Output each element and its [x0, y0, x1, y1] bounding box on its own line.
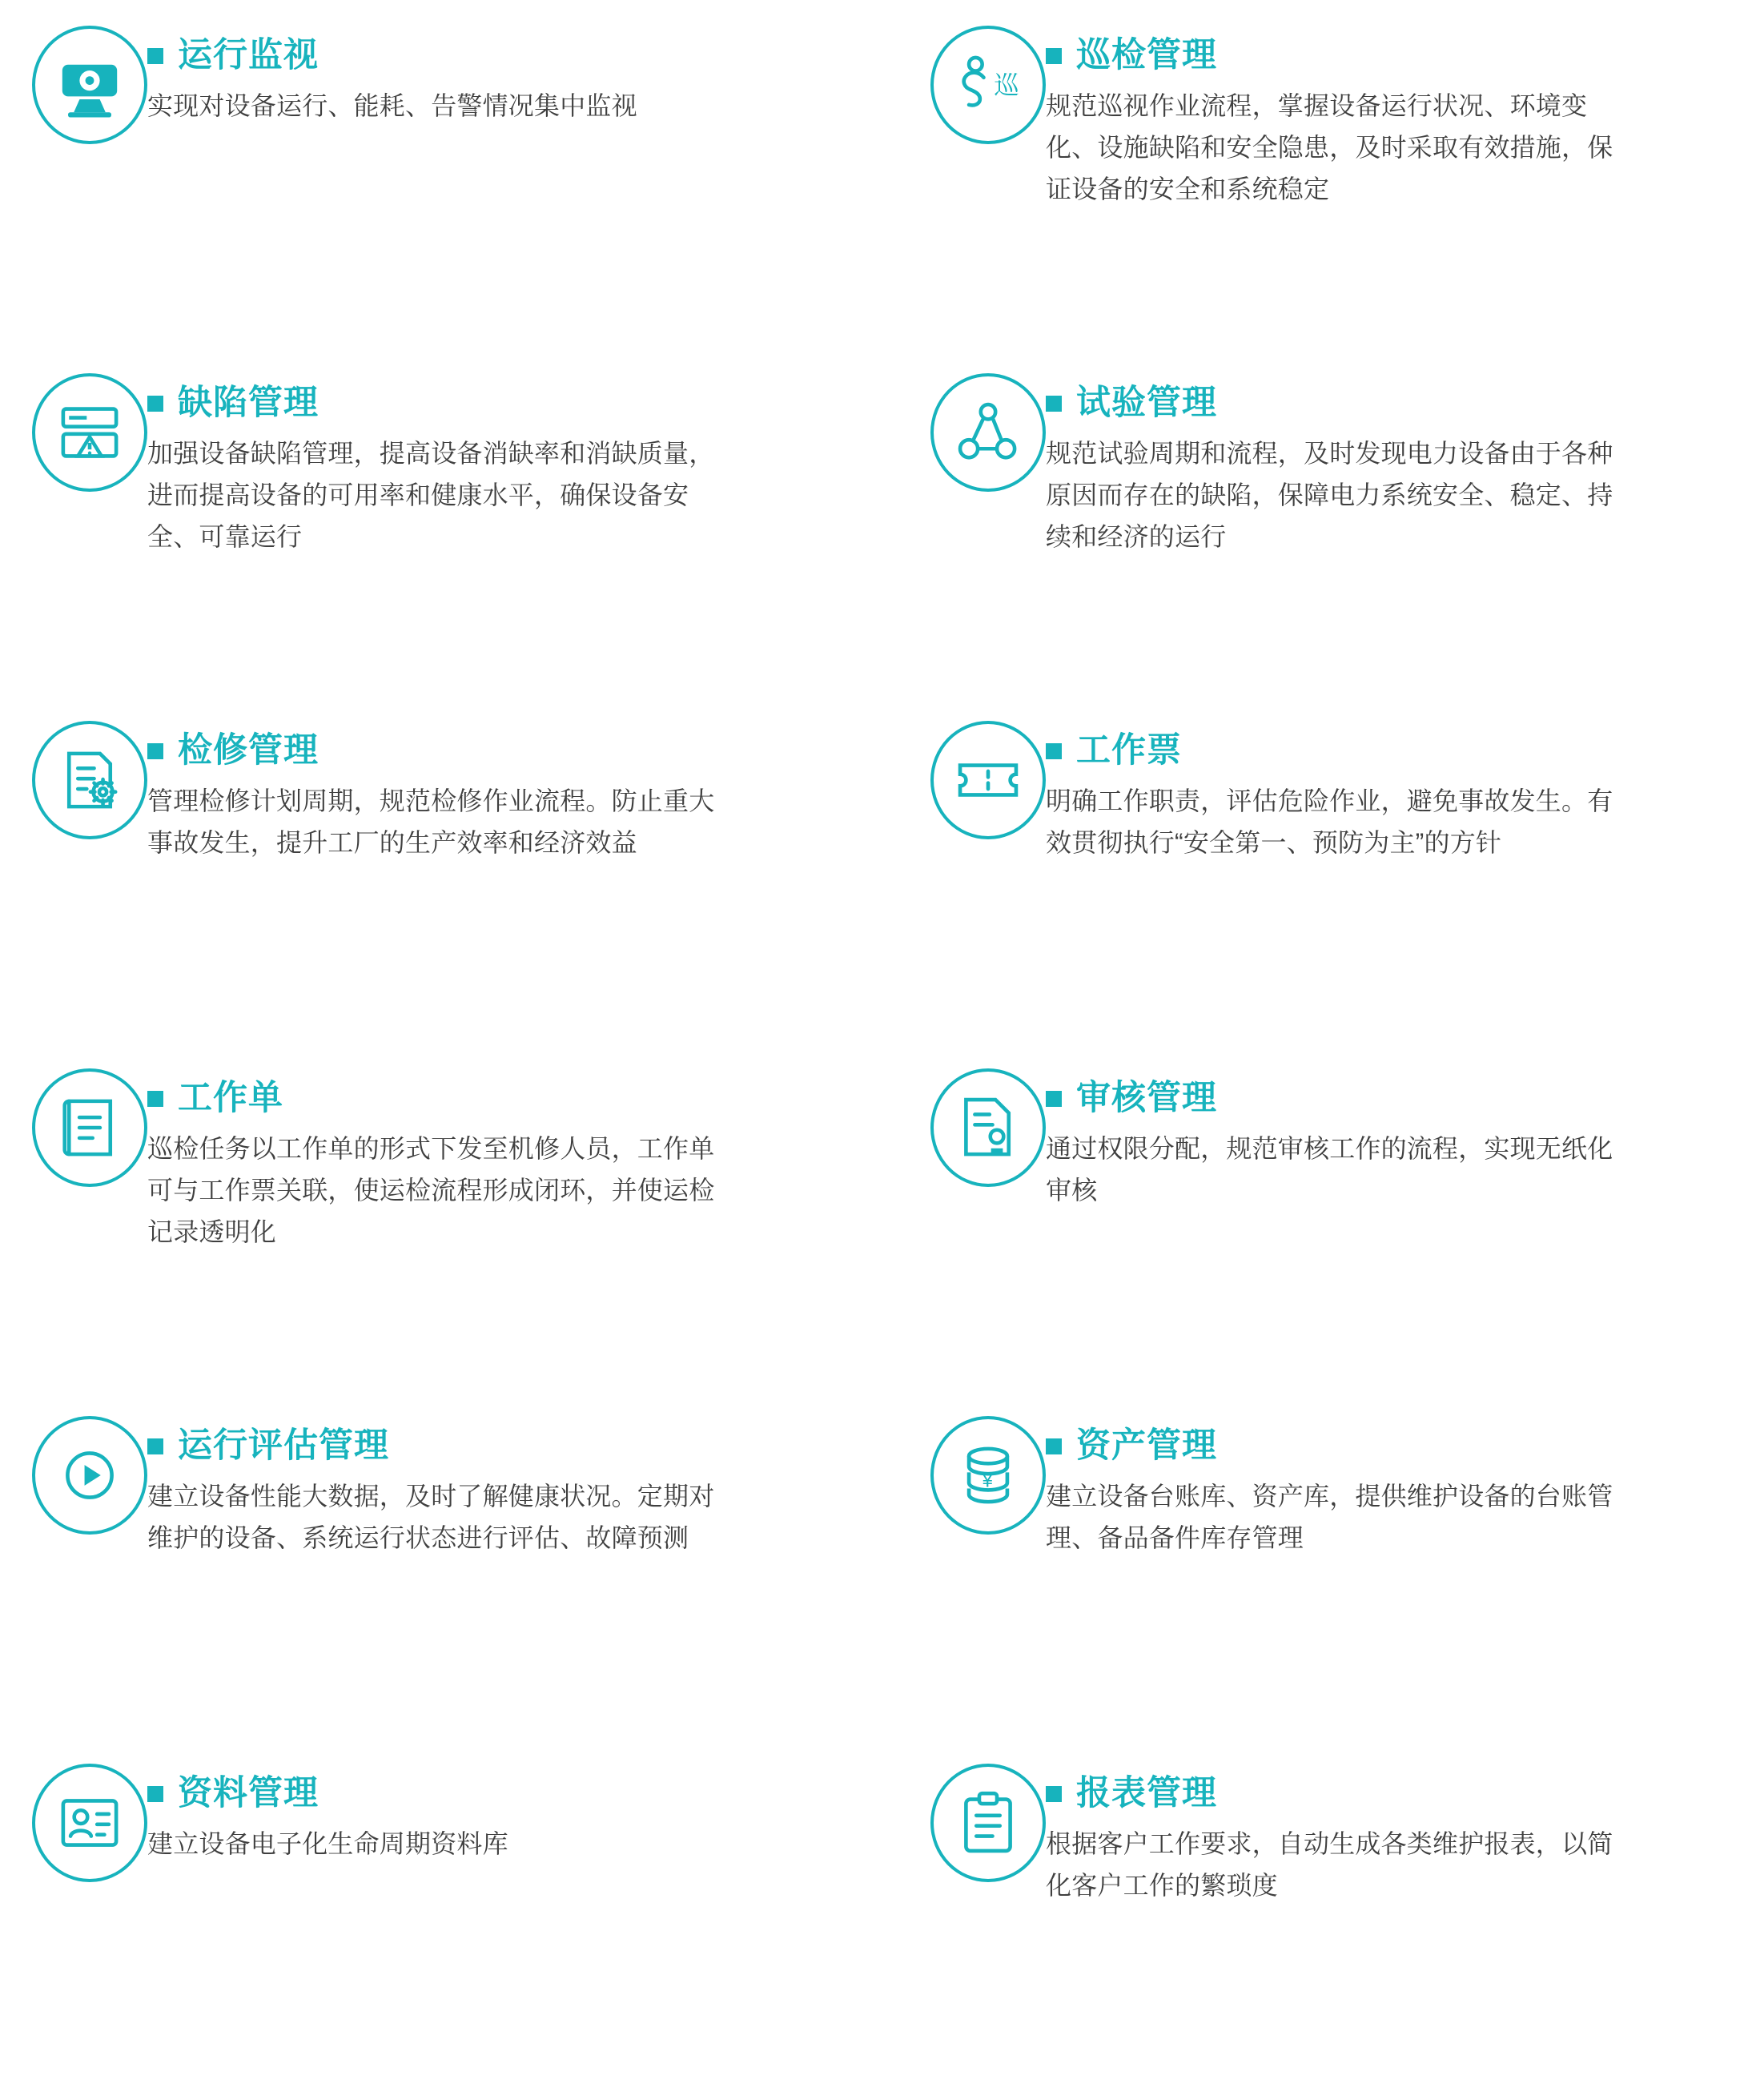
feature-description: 建立设备性能大数据，及时了解健康状况。定期对维护的设备、系统运行状态进行评估、故障预测 — [147, 1482, 715, 1553]
icon-container — [14, 1057, 147, 1187]
feature-card-defect-management — [14, 362, 868, 710]
bullet-square-icon — [147, 396, 163, 412]
bullet-square-icon — [147, 1091, 163, 1107]
bullet-square-icon — [147, 1438, 163, 1454]
ticket-icon — [930, 721, 1046, 839]
clipboard-report-icon — [930, 1764, 1046, 1882]
feature-card-document-management — [14, 1752, 868, 2100]
experiment-molecule-icon — [930, 373, 1046, 492]
bullet-square-icon — [147, 1786, 163, 1802]
feature-card-test-management — [913, 362, 1752, 710]
feature-text — [147, 1752, 508, 1865]
bullet-square-icon — [147, 48, 163, 64]
feature-title: 报表管理 — [1076, 1774, 1217, 1812]
feature-description: 加强设备缺陷管理，提高设备消缺率和消缺质量，进而提高设备的可用率和健康水平，确保设备安全、可靠运行 — [147, 439, 715, 551]
audit-stamp-doc-icon — [930, 1068, 1046, 1187]
icon-container — [913, 1405, 1046, 1535]
feature-card-report-management — [913, 1752, 1752, 2100]
camera-monitor-icon — [32, 26, 147, 144]
feature-title-row — [1046, 37, 1638, 74]
feature-title: 工作票 — [1076, 731, 1182, 770]
feature-title-row — [147, 1775, 508, 1812]
feature-text — [1046, 1405, 1638, 1559]
feature-title-row — [147, 1427, 740, 1465]
feature-description: 实现对设备运行、能耗、告警情况集中监视 — [147, 91, 637, 121]
icon-container — [913, 14, 1046, 144]
bullet-square-icon — [1046, 396, 1062, 412]
feature-title-row — [1046, 1427, 1638, 1465]
play-evaluate-icon — [32, 1416, 147, 1535]
bullet-square-icon — [1046, 1786, 1062, 1802]
feature-description: 通过权限分配，规范审核工作的流程，实现无纸化审核 — [1046, 1134, 1613, 1205]
feature-text — [147, 14, 637, 127]
patrol-person-icon — [930, 26, 1046, 144]
feature-title: 试验管理 — [1076, 384, 1217, 422]
feature-text — [147, 1057, 740, 1253]
feature-card-audit-management — [913, 1057, 1752, 1405]
feature-title-row — [1046, 384, 1638, 422]
feature-text — [1046, 710, 1638, 864]
feature-description: 规范试验周期和流程，及时发现电力设备由于各种原因而存在的缺陷，保障电力系统安全、稳定、持续和经济的运行 — [1046, 439, 1613, 551]
feature-description: 明确工作职责，评估危险作业，避免事故发生。有效贯彻执行“安全第一、预防为主”的方针 — [1046, 786, 1613, 858]
feature-text — [1046, 1752, 1638, 1907]
feature-title-row — [147, 384, 740, 422]
bullet-square-icon — [1046, 1438, 1062, 1454]
maintenance-gear-doc-icon — [32, 721, 147, 839]
svg-text:¥: ¥ — [982, 1470, 993, 1492]
icon-container — [913, 710, 1046, 839]
icon-container — [14, 362, 147, 492]
feature-text — [1046, 14, 1638, 211]
feature-description: 建立设备电子化生命周期资料库 — [147, 1829, 508, 1859]
feature-description: 根据客户工作要求，自动生成各类维护报表，以简化客户工作的繁琐度 — [1046, 1829, 1613, 1901]
icon-container — [14, 1405, 147, 1535]
svg-text:巡: 巡 — [994, 71, 1019, 100]
icon-container — [14, 1752, 147, 1882]
bullet-square-icon — [1046, 1091, 1062, 1107]
feature-title: 审核管理 — [1076, 1079, 1217, 1117]
feature-title-row — [1046, 1080, 1638, 1117]
feature-title: 运行评估管理 — [178, 1426, 389, 1465]
feature-title-row — [147, 37, 637, 74]
feature-title: 巡检管理 — [1076, 36, 1217, 74]
feature-text — [1046, 362, 1638, 558]
feature-description: 巡检任务以工作单的形式下发至机修人员，工作单可与工作票关联，使运检流程形成闭环，并使运检记录透明化 — [147, 1134, 715, 1246]
feature-description: 管理检修计划周期，规范检修作业流程。防止重大事故发生，提升工厂的生产效率和经济效益 — [147, 786, 715, 858]
icon-container — [913, 362, 1046, 492]
feature-title: 资料管理 — [178, 1774, 319, 1812]
feature-text — [1046, 1057, 1638, 1212]
icon-container — [14, 710, 147, 839]
feature-title: 缺陷管理 — [178, 384, 319, 422]
feature-card-maintenance-management — [14, 710, 868, 1057]
work-order-book-icon — [32, 1068, 147, 1187]
feature-title-row — [147, 732, 740, 770]
asset-coins-icon — [930, 1416, 1046, 1535]
feature-card-work-ticket — [913, 710, 1752, 1057]
feature-title: 工作单 — [178, 1079, 283, 1117]
feature-text — [147, 362, 740, 558]
feature-card-operation-evaluation — [14, 1405, 868, 1752]
feature-card-work-order — [14, 1057, 868, 1405]
feature-card-patrol-management — [913, 14, 1752, 362]
bullet-square-icon — [147, 743, 163, 759]
defect-warning-icon — [32, 373, 147, 492]
feature-description: 建立设备台账库、资产库，提供维护设备的台账管理、备品备件库存管理 — [1046, 1482, 1613, 1553]
icon-container — [14, 14, 147, 144]
feature-card-operation-monitoring — [14, 14, 868, 362]
feature-title: 资产管理 — [1076, 1426, 1217, 1465]
feature-card-asset-management — [913, 1405, 1752, 1752]
feature-description: 规范巡视作业流程，掌握设备运行状况、环境变化、设施缺陷和安全隐患，及时采取有效措施，保证设备的安全和系统稳定 — [1046, 91, 1613, 203]
icon-container — [913, 1752, 1046, 1882]
feature-title-row — [147, 1080, 740, 1117]
feature-text — [147, 1405, 740, 1559]
feature-title-row — [1046, 732, 1638, 770]
feature-title-row — [1046, 1775, 1638, 1812]
bullet-square-icon — [1046, 743, 1062, 759]
icon-container — [913, 1057, 1046, 1187]
feature-title: 检修管理 — [178, 731, 319, 770]
bullet-square-icon — [1046, 48, 1062, 64]
profile-card-icon — [32, 1764, 147, 1882]
feature-title: 运行监视 — [178, 36, 319, 74]
feature-text — [147, 710, 740, 864]
